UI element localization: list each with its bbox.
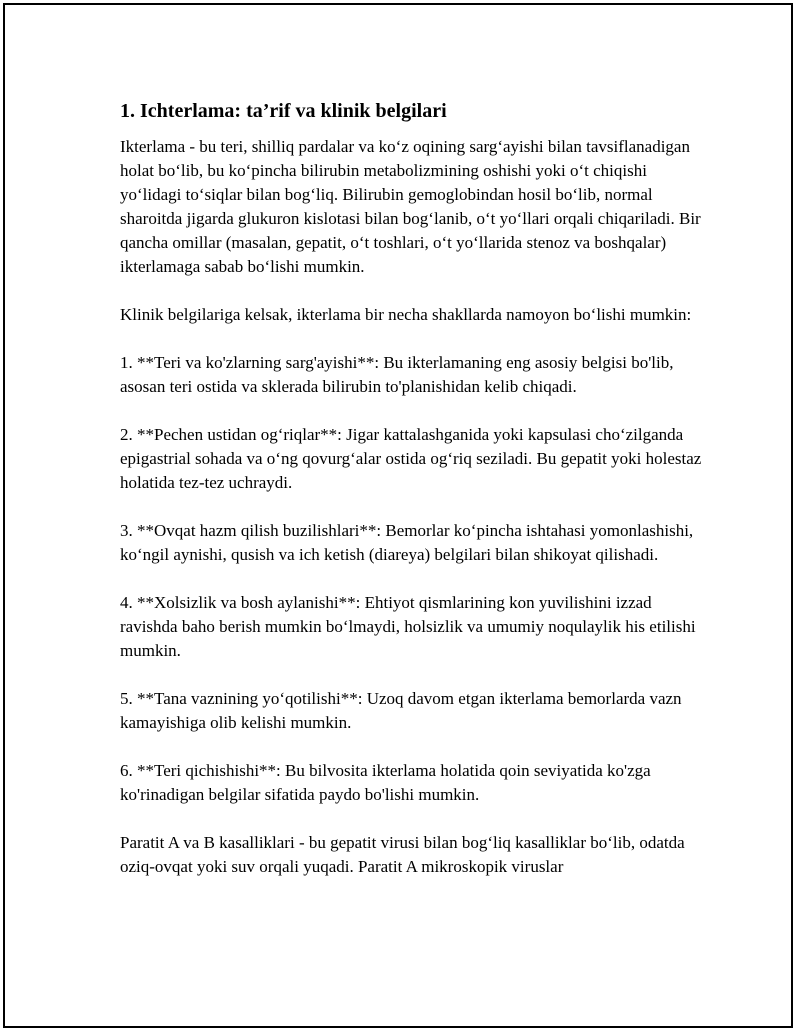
page-frame xyxy=(3,3,793,1028)
list-item-symptom-3: 3. **Ovqat hazm qilish buzilishlari**: Bemorlar ko‘pincha ishtahasi yomonlashishi, ko‘ngil aynishi, qusish va ich ketish (diareya) belgilari bilan shikoyat qilishadi. xyxy=(120,521,694,564)
paragraph-clinical-intro: Klinik belgilariga kelsak, ikterlama bir necha shakllarda namoyon bo‘lishi mumkin: xyxy=(120,305,692,324)
list-item-symptom-5: 5. **Tana vaznining yo‘qotilishi**: Uzoq davom etgan ikterlama bemorlarda vazn kamayishiga olib kelishi mumkin. xyxy=(120,689,682,732)
section-heading: 1. Ichterlama: ta’rif va klinik belgilari xyxy=(120,100,447,122)
list-item-symptom-4: 4. **Xolsizlik va bosh aylanishi**: Ehtiyot qismlarining kon yuvilishini izzad ravishda baho berish mumkin bo‘lmaydi, holsizlik va umumiy noqulaylik his etilishi mumkin. xyxy=(120,593,696,660)
document-body xyxy=(120,97,710,903)
list-item-symptom-1: 1. **Teri va ko'zlarning sarg'ayishi**: Bu ikterlamaning eng asosiy belgisi bo'lib, asosan teri ostida va sklerada bilirubin to'planishidan kelib chiqadi. xyxy=(120,353,674,396)
list-item-symptom-2: 2. **Pechen ustidan og‘riqlar**: Jigar kattalashganida yoki kapsulasi cho‘zilganda epigastrial sohada va o‘ng qovurg‘alar ostida og‘riq seziladi. Bu gepatit yoki holestaz holatida tez-tez uchraydi. xyxy=(120,425,702,492)
paragraph-definition: Ikterlama - bu teri, shilliq pardalar va ko‘z oqining sarg‘ayishi bilan tavsiflanadigan holat bo‘lib, bu ko‘pincha bilirubin metabolizmining oshishi yoki o‘t chiqishi yo‘lidagi to‘siqlar bilan bog‘liq. Bilirubin gemoglobindan hosil bo‘lib, normal sharoitda jigarda glukuron kislotasi bilan bog‘lanib, o‘t yo‘llari orqali chiqariladi. Bir qancha omillar (masalan, gepatit, o‘t toshlari, o‘t yo‘llarida stenoz va boshqalar) ikterlamaga sabab bo‘lishi mumkin. xyxy=(120,137,701,276)
paragraph-paratit: Paratit A va B kasalliklari - bu gepatit virusi bilan bog‘liq kasalliklar bo‘lib, odatda oziq-ovqat yoki suv orqali yuqadi. Paratit A mikroskopik viruslar xyxy=(120,833,685,876)
list-item-symptom-6: 6. **Teri qichishishi**: Bu bilvosita ikterlama holatida qoin seviyatida ko'zga ko'rinadigan belgilar sifatida paydo bo'lishi mumkin. xyxy=(120,761,651,804)
